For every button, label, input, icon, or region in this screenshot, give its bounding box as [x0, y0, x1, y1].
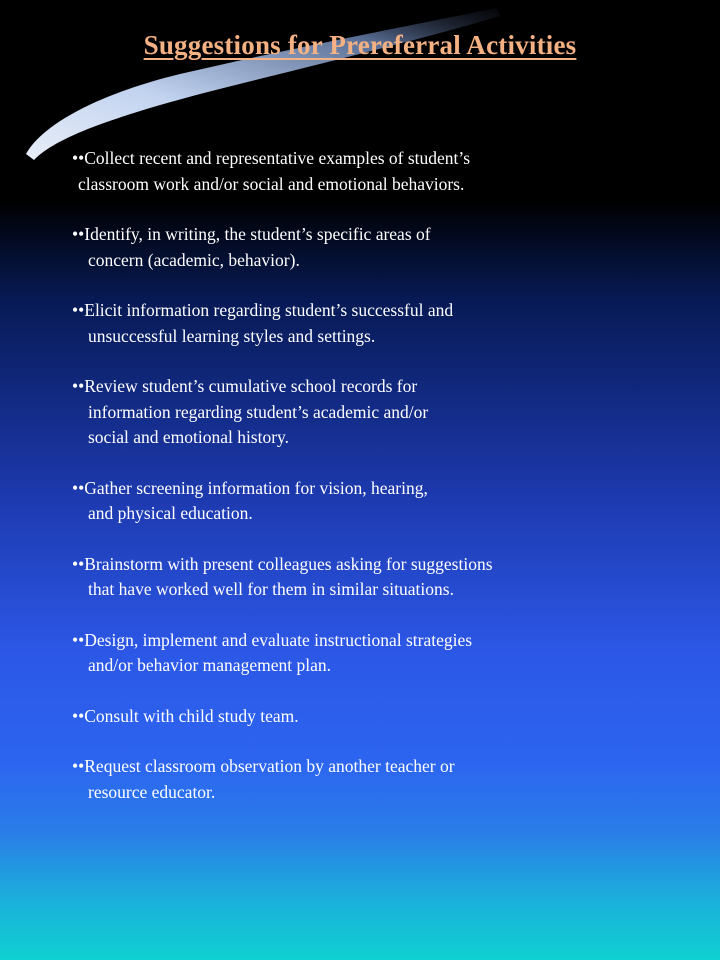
activity-list — [72, 146, 692, 830]
list-item — [72, 628, 692, 679]
list-item — [72, 298, 692, 349]
list-item-line: and/or behavior management plan. — [88, 655, 331, 675]
list-item-line: ••Consult with child study team. — [72, 705, 299, 726]
list-item-line: ••Request classroom observation by another teacher or — [72, 756, 455, 776]
list-item-line: unsuccessful learning styles and settings. — [88, 325, 376, 346]
list-item-line: information regarding student’s academic and/or — [88, 401, 429, 422]
list-item-line: classroom work and/or social and emotional behaviors. — [78, 173, 465, 194]
list-item — [72, 374, 692, 451]
list-item — [72, 146, 692, 197]
list-item — [72, 222, 692, 273]
page-title: Suggestions for Prereferral Activities — [143, 30, 577, 60]
list-item — [72, 476, 692, 527]
list-item-line: and physical education. — [88, 503, 253, 523]
list-item-line: ••Collect recent and representative examples of student’s — [72, 148, 471, 168]
list-item-line: ••Brainstorm with present colleagues asking for suggestions — [72, 553, 493, 574]
list-item-line: ••Identify, in writing, the student’s specific areas of — [72, 224, 431, 244]
list-item — [72, 552, 692, 603]
list-item-line: concern (academic, behavior). — [88, 249, 300, 270]
list-item — [72, 754, 692, 805]
list-item — [72, 704, 692, 730]
list-item-line: social and emotional history. — [88, 427, 290, 447]
list-item-line: that have worked well for them in similar situations. — [88, 579, 454, 599]
list-item-line: resource educator. — [88, 781, 216, 802]
list-item-line: ••Gather screening information for vision, hearing, — [72, 477, 428, 498]
list-item-line: ••Design, implement and evaluate instructional strategies — [72, 629, 473, 650]
list-item-line: ••Elicit information regarding student’s successful and — [72, 300, 454, 320]
list-item-line: ••Review student’s cumulative school records for — [72, 376, 418, 396]
